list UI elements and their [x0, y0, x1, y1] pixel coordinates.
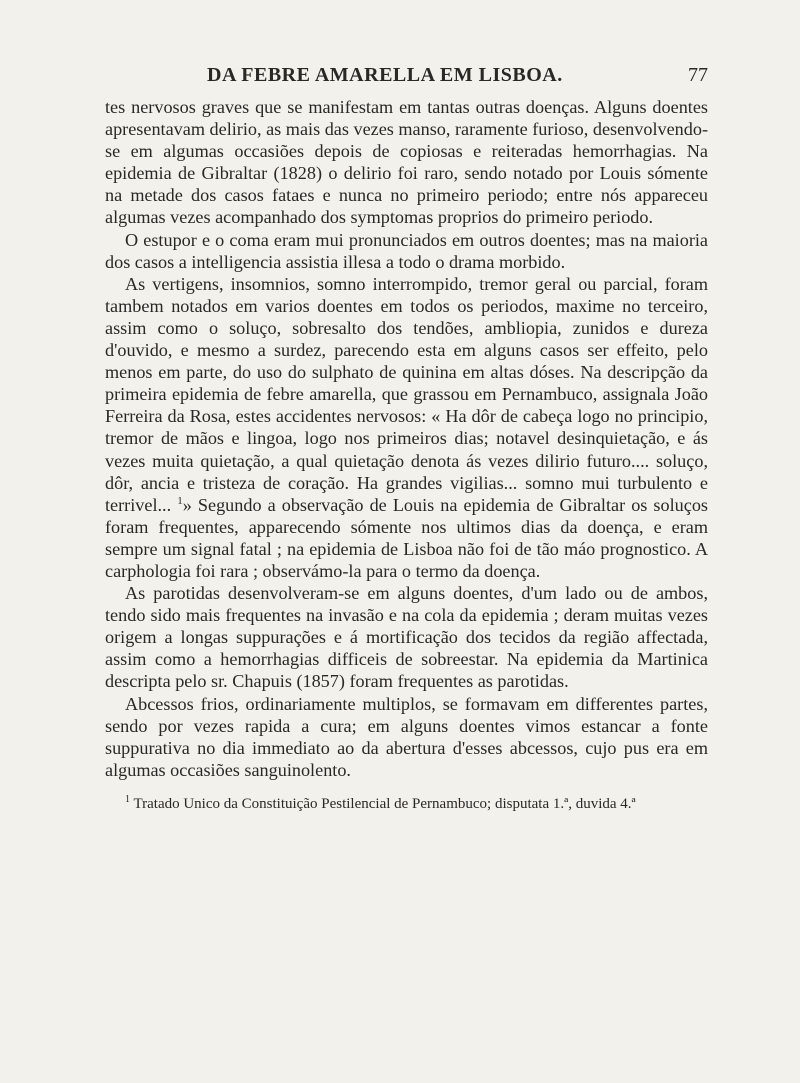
running-head — [105, 64, 708, 92]
paragraph-3 — [105, 273, 708, 582]
paragraph-3-text: As vertigens, insomnios, somno interrompido, tremor geral ou parcial, foram tambem notados em varios doentes em todos os periodos, maxime no terceiro, assim como o soluço, sobresalto dos tendões, ambliopia, zunidos e dureza d'ouvido, e mesmo a surdez, parecendo esta em alguns casos ser effeito, pelo menos em parte, do uso do sulphato de quinina em altas dóses. Na descripção da primeira epidemia de febre amarella, que grassou em Pernambuco, assignala João Ferreira da Rosa, estes accidentes nervosos: « Ha dôr de cabeça logo no principio, tremor de mãos e lingoa, logo nos primeiros dias; notavel desinquietação, e ás vezes muita quietação, a qual quietação denota ás vezes dilirio futuro.... soluço, dôr, ancia e tristeza de coração. Ha grandes vigilias... somno mui turbulento e terrivel... — [105, 273, 708, 515]
footnote-reference: 1 — [177, 494, 183, 507]
paragraph-5: Abcessos frios, ordinariamente multiplos, se formavam em differentes partes, sendo por vezes rapida a cura; em alguns doentes vimos estancar a fonte suppurativa no dia immediato ao da abertura d'esses abcessos, cujo pus era em algumas occasiões sanguinolento. — [105, 693, 708, 780]
footnote-text: Tratado Unico da Constituição Pestilencial de Pernambuco; disputata 1.ª, duvida 4.ª — [133, 795, 636, 812]
footnote — [105, 795, 708, 814]
paragraph-1: tes nervosos graves que se manifestam em tantas outras doenças. Alguns doentes apresentavam delirio, as mais das vezes manso, raramente furioso, desenvolvendo-se em algumas occasiões depois de copiosas e reiteradas hemorrhagias. Na epidemia de Gibraltar (1828) o delirio foi raro, sendo notado por Louis sómente na metade dos casos fataes e nunca no primeiro periodo; entre nós appareceu algumas vezes acompanhado dos symptomas proprios do primeiro periodo. — [105, 97, 709, 228]
paragraph-4: As parotidas desenvolveram-se em alguns doentes, d'um lado ou de ambos, tendo sido mais frequentes na invasão e na cola da epidemia ; deram muitas vezes origem a longas suppurações e á mortificação dos tecidos da região affectada, assim como a hemorrhagias difficeis de sobreestar. Na epidemia da Martinica descripta pelo sr. Chapuis (1857) foram frequentes as parotidas. — [105, 583, 708, 692]
paragraph-3-continuation: » Segundo a observação de Louis na epidemia de Gibraltar os soluços foram frequentes, apparecendo sómente nos ultimos dias da doença, e eram sempre um signal fatal ; na epidemia de Lisboa não foi de tão máo prognostico. A carphologia foi rara ; observámo-la para o termo da doença. — [105, 494, 708, 581]
paragraph-2: O estupor e o coma eram mui pronunciados em outros doentes; mas na maioria dos casos a intelligencia assistia illesa a todo o drama morbido. — [105, 229, 708, 272]
page-number: 77 — [688, 64, 708, 86]
running-title: DA FEBRE AMARELLA EM LISBOA. — [207, 64, 563, 86]
footnote-marker: 1 — [125, 793, 130, 805]
